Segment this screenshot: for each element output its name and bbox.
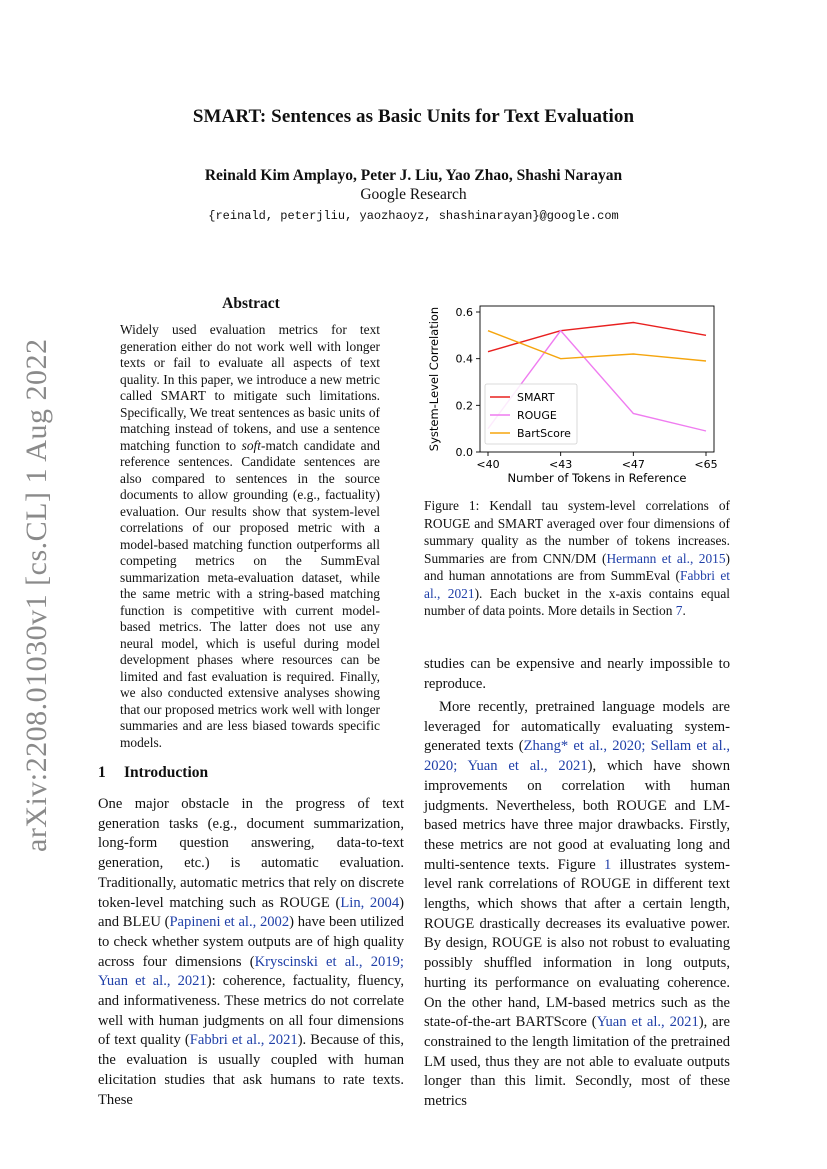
arxiv-identifier: arXiv:2208.01030v1 [cs.CL] 1 Aug 2022 (20, 338, 53, 852)
section-heading-introduction (98, 764, 208, 782)
citation-link[interactable]: Fabbri et al., 2021 (189, 1032, 298, 1049)
y-tick-label: 0.4 (455, 352, 473, 366)
x-tick-label: <40 (476, 458, 500, 471)
abstract-heading: Abstract (222, 295, 280, 312)
author-list: Reinald Kim Amplayo, Peter J. Liu, Yao Zhao, Shashi Narayan (204, 167, 623, 184)
intro-paragraph-1: One major obstacle in the progress of text generation tasks (e.g., document summarization, long-form question answering, data-to-text generation, etc.) is automatic evaluation. Traditionally, automatic metrics that rely on discrete token-level matching such as ROUGE (Lin, 2004) and BLEU (Papineni et al., 2002) have been utilized to check whether system outputs are of high quality across four dimensions (Kryscinski et al., 2019; Yuan et al., 2021): coherence, factuality, fluency, and informativeness. These metrics do not correlate well with human judgments on all four dimensions of text quality (Fabbri et al., 2021). Because of this, the evaluation is usually coupled with human elicitation studies that ask humans to rate texts. These (98, 796, 404, 1108)
citation-link[interactable]: Zhang* et al., 2020; Sellam et al., 2020; Yuan et al., 2021 (424, 738, 731, 775)
author-emails: {reinald, peterjliu, yaozhaoyz, shashinarayan}@google.com (208, 209, 619, 223)
legend-label-bartscore: BartScore (517, 427, 571, 440)
intro-paragraph-1-continued: studies can be expensive and nearly impossible to reproduce. (424, 656, 730, 692)
intro-paragraph-2: More recently, pretrained language models are leveraged for automatically evaluating system-generated texts (Zhang* et al., 2020; Sellam et al., 2020; Yuan et al., 2021), which have shown improvements on correlation with human judgments. Nevertheless, both ROUGE and LM-based metrics have three major drawbacks. Firstly, these metrics are not good at evaluating long and multi-sentence texts. Figure 1 illustrates system-level rank correlations of ROUGE in different text lengths, which shows that after a certain length, ROUGE drastically decreases its evaluative power. By design, ROUGE is also not robust to evaluating possibly shuffled information in long outputs, hurting its performance on evaluating coherence. On the other hand, LM-based metrics such as the state-of-the-art BARTScore (Yuan et al., 2021), are constrained to the length limitation of the pretrained LM used, thus they are not able to evaluate outputs longer than this limit. Secondly, most of these metrics (424, 699, 731, 1110)
figure-1-caption: Figure 1: Kendall tau system-level correlations of ROUGE and SMART averaged over four dimensions of summary quality as the number of tokens increases. Summaries are from CNN/DM (Hermann et al., 2015) and human annotations are from SummEval (Fabbri et al., 2021). Each bucket in the x-axis contains equal number of data points. More details in Section 7. (424, 498, 731, 618)
citation-link[interactable]: Hermann et al., 2015 (606, 550, 726, 566)
citation-link[interactable]: Kryscinski et al., 2019; Yuan et al., 2021 (98, 953, 404, 990)
x-tick-label: <65 (694, 458, 718, 471)
affiliation: Google Research (360, 186, 467, 203)
legend-label-rouge: ROUGE (517, 409, 557, 422)
figure-1-line-chart (424, 292, 730, 484)
citation-link[interactable]: Papineni et al., 2002 (169, 914, 290, 931)
citation-link[interactable]: Yuan et al., 2021 (596, 1014, 699, 1031)
emphasis-soft: soft (241, 437, 261, 453)
paper-title: SMART: Sentences as Basic Units for Text Evaluation (192, 106, 635, 127)
figure-reference-link[interactable]: 1 (604, 856, 612, 873)
section-number: 1 (98, 764, 106, 781)
citation-link[interactable]: Fabbri et al., 2021 (424, 568, 730, 601)
y-tick-label: 0.6 (455, 306, 473, 319)
x-axis-label: Number of Tokens in Reference (507, 471, 687, 484)
citation-link[interactable]: Lin, 2004 (340, 894, 400, 911)
legend-label-smart: SMART (517, 391, 555, 404)
series-line-bartscore (488, 331, 706, 361)
section-reference-link[interactable]: 7 (675, 603, 683, 618)
abstract-text: Widely used evaluation metrics for text generation either do not work well with longer texts or fail to evaluate all aspects of text quality. In this paper, we introduce a new metric called SMART to mitigate such limitations. Specifically, We treat sentences as basic units of matching instead of tokens, and use a sentence matching function to soft-match candidate and reference sentences. Candidate sentences are also compared to sentences in the source documents to allow grounding (e.g., factuality) evaluation. Our results show that system-level correlations of our proposed metric with a model-based matching function outperforms all competing metrics on the SummEval summarization meta-evaluation dataset, while the same metric with a string-based matching function is competitive with current model-based metrics. The latter does not use any neural model, which is useful during model development phases where resources can be limited and fast evaluation is required. Finally, we also conducted extensive analyses showing that our proposed metrics work well with longer summaries and are less biased towards specific models. (120, 322, 380, 750)
section-title: Introduction (124, 764, 209, 781)
y-axis-label: System-Level Correlation (427, 306, 441, 452)
series-line-smart (488, 323, 706, 352)
y-tick-label: 0.0 (455, 446, 473, 459)
y-tick-label: 0.2 (455, 399, 473, 413)
x-tick-label: <47 (621, 458, 645, 471)
x-tick-label: <43 (549, 458, 573, 471)
